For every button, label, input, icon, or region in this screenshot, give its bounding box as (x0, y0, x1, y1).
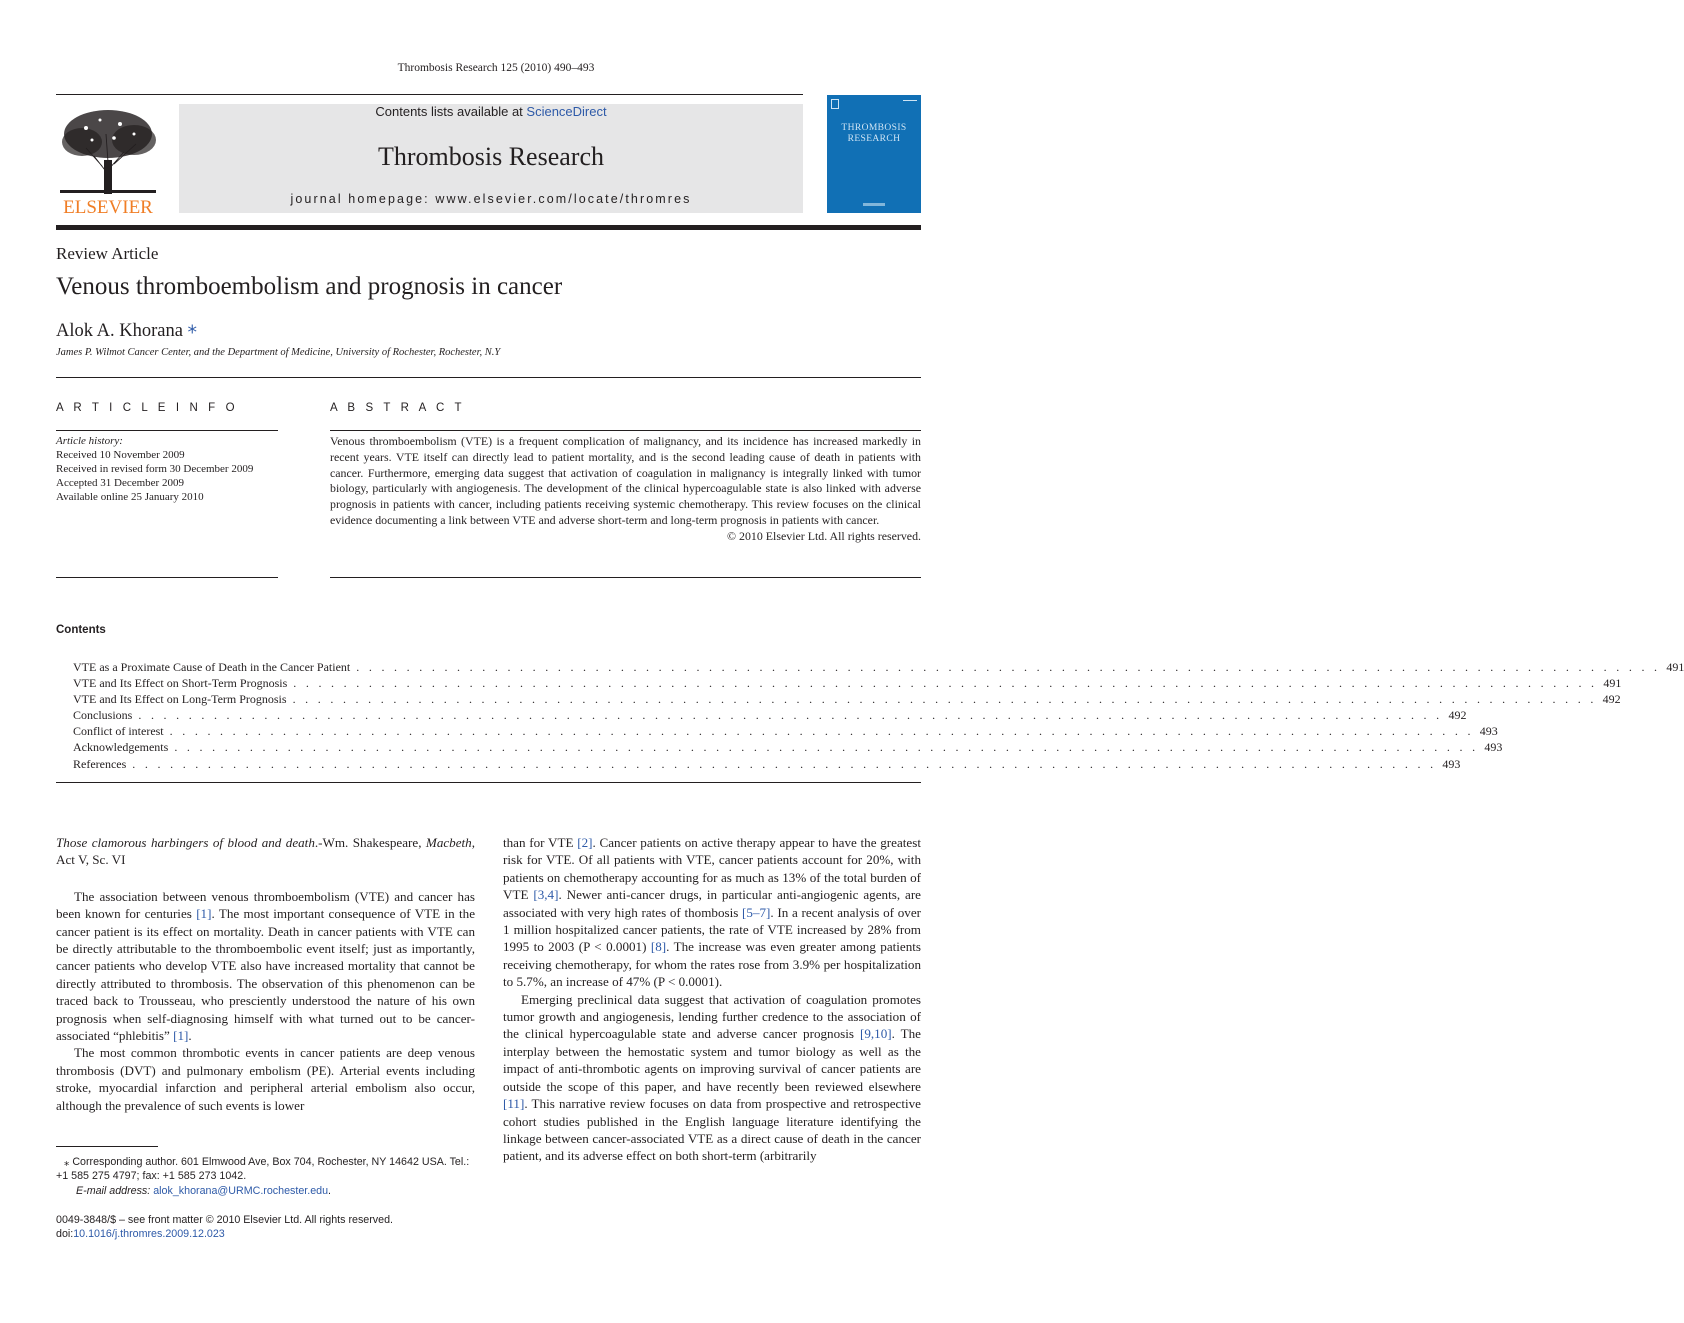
body-right-column (503, 834, 921, 1165)
toc-item-title: VTE and Its Effect on Short-Term Prognosis (73, 676, 288, 691)
doi-label: doi: (56, 1228, 74, 1241)
toc-leader: . . . . . . . . . . . . . . . . . . . . . . . . . . . . . . . . . . . . . . . . . . . . . . . . . . . . . . . . . . . . . . . . . . . . . . . . . . . . . . . . . . . . . . . . . . . . . . . . . . . . . . . . (169, 724, 1474, 739)
history-revised: Received in revised form 30 December 2009 (56, 463, 254, 475)
toc-leader: . . . . . . . . . . . . . . . . . . . . . . . . . . . . . . . . . . . . . . . . . . . . . . . . . . . . . . . . . . . . . . . . . . . . . . . . . . . . . . . . . . . . . . . . . . . . . . . . . . . . . . . . (356, 660, 1661, 674)
toc-leader: . . . . . . . . . . . . . . . . . . . . . . . . . . . . . . . . . . . . . . . . . . . . . . . . . . . . . . . . . . . . . . . . . . . . . . . . . . . . . . . . . . . . . . . . . . . . . . . . . . . . . . . . (292, 692, 1597, 707)
footnote-rule (56, 1146, 158, 1147)
reference-link[interactable]: [11] (503, 1096, 525, 1112)
contents-heading: Contents (56, 624, 106, 636)
cover-title (827, 123, 921, 145)
header-thick-rule (56, 225, 921, 230)
reference-link[interactable]: [1] (173, 1028, 189, 1044)
toc-item-title: VTE and Its Effect on Long-Term Prognosis (73, 692, 287, 707)
abstract-bottom-rule (330, 577, 921, 578)
email-label: E-mail address: (76, 1184, 151, 1197)
history-online: Available online 25 January 2010 (56, 491, 204, 503)
history-received: Received 10 November 2009 (56, 449, 185, 461)
article-info-heading: A R T I C L E I N F O (56, 402, 239, 414)
contents-available-text: Contents lists available at (375, 104, 527, 119)
contents-available (179, 104, 803, 120)
body-paragraph: The most common thrombotic events in cancer patients are deep venous thrombosis (DVT) and pulmonary embolism (PE). Arterial events including stroke, myocardial infarction and peripheral arterial embolism also occur, although the prevalence of such events is lower (56, 1045, 475, 1113)
body-paragraph (503, 991, 921, 1165)
epigraph-quote: Those clamorous harbingers of blood and death (56, 835, 315, 850)
epigraph-play: Macbeth (425, 835, 472, 850)
journal-cover[interactable] (827, 95, 921, 213)
text-run: . Newer anti-cancer drugs, in particular anti-angiogenic agents, are associated with very high rates of thombosis (503, 887, 921, 920)
epigraph-attribution: .-Wm. Shakespeare, (314, 835, 426, 850)
abstract-copyright: © 2010 Elsevier Ltd. All rights reserved. (727, 528, 921, 543)
journal-title: Thrombosis Research (377, 142, 604, 171)
toc-item-title: Acknowledgements (73, 740, 169, 755)
sciencedirect-link[interactable]: ScienceDirect (526, 104, 607, 119)
journal-banner (179, 104, 803, 213)
journal-citation: Thrombosis Research 125 (2010) 490–493 (397, 62, 595, 74)
cover-logo-icon (831, 99, 839, 109)
body-left-column (56, 834, 475, 1114)
text-run: . (188, 1028, 192, 1044)
article-type: Review Article (56, 244, 159, 263)
body-paragraph (56, 888, 475, 1045)
text-run: . The most important consequence of VTE in the cancer patient is its effect on mortality. Death in cancer patients with VTE can be directly attributable to the thromboembolic event itself; just as importantly, cancer patients who develop VTE also have increased mortality that cannot be directly attributed to thrombosis. The observation of this phenomenon can be traced back to Trousseau, who presciently understood the nature of his own prognosis when self-diagnosing himself with what turned out to be cancer-associated “phlebitis” (56, 906, 476, 1044)
author-name: Alok A. Khorana (56, 321, 183, 341)
text-run: . Cancer patients on active therapy appear to have the greatest risk for VTE. Of all patients with VTE, cancer patients account for 20%, with patients on chemotherapy accounting for as much as 13% of the total burden of VTE (503, 835, 921, 903)
article-history (56, 434, 281, 504)
text-run: The association between venous thromboembolism (VTE) and cancer has been known for centuries (56, 888, 475, 922)
front-matter-line: 0049-3848/$ – see front matter © 2010 Elsevier Ltd. All rights reserved. (56, 1214, 393, 1226)
table-of-contents (73, 659, 1684, 772)
toc-item[interactable] (73, 691, 1621, 707)
body-paragraph (503, 834, 921, 991)
toc-item-page: 491 (1666, 660, 1684, 674)
reference-link[interactable]: [8] (650, 939, 667, 955)
header-rule (56, 94, 803, 95)
toc-leader: . . . . . . . . . . . . . . . . . . . . . . . . . . . . . . . . . . . . . . . . . . . . . . . . . . . . . . . . . . . . . . . . . . . . . . . . . . . . . . . . . . . . . . . . . . . . . . . . . . . . . . . . (132, 756, 1437, 771)
toc-item[interactable] (73, 659, 1684, 675)
toc-item[interactable] (73, 707, 1467, 723)
cover-footer-mark (863, 203, 885, 206)
footnote (56, 1155, 475, 1198)
abstract-rule (330, 430, 921, 431)
email-end: . (328, 1184, 332, 1197)
toc-item-title: VTE as a Proximate Cause of Death in the Cancer Patient (73, 660, 351, 674)
abstract-heading: A B S T R A C T (330, 402, 466, 414)
toc-leader: . . . . . . . . . . . . . . . . . . . . . . . . . . . . . . . . . . . . . . . . . . . . . . . . . . . . . . . . . . . . . . . . . . . . . . . . . . . . . . . . . . . . . . . . . . . . . . . . . . . . . . . . (138, 708, 1443, 723)
toc-item-page: 493 (1479, 724, 1498, 739)
author-line (56, 316, 197, 342)
doi-line (56, 1227, 393, 1241)
text-run: than for VTE (503, 835, 578, 850)
cover-title-line2: RESEARCH (847, 134, 901, 144)
toc-item[interactable] (73, 723, 1498, 739)
reference-link[interactable]: [1] (196, 906, 212, 922)
toc-item-title: Conflict of interest (73, 724, 164, 739)
epigraph-act: , Act V, Sc. VI (56, 835, 475, 868)
history-accepted: Accepted 31 December 2009 (56, 477, 184, 489)
history-label: Article history: (56, 435, 123, 447)
reference-link[interactable]: [9,10] (859, 1026, 892, 1042)
toc-leader: . . . . . . . . . . . . . . . . . . . . . . . . . . . . . . . . . . . . . . . . . . . . . . . . . . . . . . . . . . . . . . . . . . . . . . . . . . . . . . . . . . . . . . . . . . . . . . . . . . . . . . . . (174, 740, 1479, 755)
corresponding-author-mark[interactable]: ⁎ (187, 317, 198, 338)
epigraph (56, 834, 475, 869)
cover-issue-mark (903, 100, 917, 101)
abstract-body (330, 434, 921, 545)
text-run: Emerging preclinical data suggest that activation of coagulation promotes tumor growth and angiogenesis, lending further credence to the association of the clinical hypercoagulable state and adverse cancer prognosis (503, 991, 921, 1042)
toc-item-page: 491 (1603, 676, 1622, 691)
toc-leader: . . . . . . . . . . . . . . . . . . . . . . . . . . . . . . . . . . . . . . . . . . . . . . . . . . . . . . . . . . . . . . . . . . . . . . . . . . . . . . . . . . . . . . . . . . . . . . . . . . . . . . . . (293, 676, 1598, 691)
footnote-corresponding: ⁎ Corresponding author. 601 Elmwood Ave, Box 704, Rochester, NY 14642 USA. Tel.: +1 585 275 4797; fax: +1 585 273 1042. (56, 1156, 470, 1183)
abstract-text: Venous thromboembolism (VTE) is a frequent complication of malignancy, and its incidence has increased markedly in recent years. VTE itself can directly lead to patient mortality, and is the second leading cause of death in patients with cancer. Furthermore, emerging data suggest that activation of coagulation in malignancy is integrally linked with tumor biology, particularly with angiogenesis. The development of the clinical hypercoagulable state is also linked with adverse prognosis in patients with cancer, including patients receiving systemic chemotherapy. This review focuses on the clinical evidence documenting a link between VTE and adverse short-term and long-term prognosis in patients with cancer. (330, 434, 921, 527)
reference-link[interactable]: [3,4] (533, 887, 559, 903)
issn-block (56, 1213, 393, 1242)
doi-link[interactable]: 10.1016/j.thromres.2009.12.023 (73, 1228, 225, 1241)
toc-item-page: 493 (1442, 756, 1461, 771)
contents-bottom-rule (56, 782, 921, 783)
article-title: Venous thromboembolism and prognosis in cancer (56, 273, 563, 300)
toc-item[interactable] (73, 739, 1503, 755)
text-run: . The increase was even greater among patients receiving chemotherapy, for whom the rates rose from 3.9% per hospitalization to 5.7%, an increase of 47% (P < 0.0001). (503, 939, 921, 990)
text-run: . This narrative review focuses on data from prospective and retrospective cohort studies published in the English language literature identifying the linkage between cancer-associated VTE as a direct cause of death in the cancer patient, and its adverse effect on both short-term (arbitrarily (503, 1096, 921, 1164)
email-link[interactable]: alok_khorana@URMC.rochester.edu (153, 1184, 329, 1197)
reference-link[interactable]: [5–7] (742, 904, 771, 920)
text-run: . In a recent analysis of over 1 million hospitalized cancer patients, the rate of VTE increased by 28% from 1995 to 2003 (P < 0.0001) (503, 904, 921, 955)
title-rule (56, 377, 921, 378)
affiliation: James P. Wilmot Cancer Center, and the Department of Medicine, University of Rochester, Rochester, N.Y (56, 347, 501, 358)
elsevier-wordmark: ELSEVIER (63, 197, 153, 218)
cover-title-line1: THROMBOSIS (841, 123, 907, 133)
toc-item[interactable] (73, 756, 1461, 772)
text-run: . The interplay between the hemostatic system and tumor biology as well as the impact of anti-thrombotic agents on improving survival of cancer patients are outside the scope of this paper, and have recently been reviewed elsewhere (503, 1026, 921, 1094)
footnote-email-line (56, 1184, 475, 1198)
toc-item-title: Conclusions (73, 708, 133, 723)
journal-homepage[interactable]: journal homepage: www.elsevier.com/locate/thromres (290, 192, 692, 206)
article-info-rule (56, 430, 278, 431)
elsevier-tree-logo[interactable] (56, 104, 160, 216)
toc-item[interactable] (73, 675, 1622, 691)
toc-item-page: 492 (1602, 692, 1621, 707)
toc-item-page: 493 (1484, 740, 1503, 755)
toc-item-page: 492 (1448, 708, 1467, 723)
toc-item-title: References (73, 756, 127, 771)
reference-link[interactable]: [2] (577, 835, 593, 850)
article-info-bottom-rule (56, 577, 278, 578)
